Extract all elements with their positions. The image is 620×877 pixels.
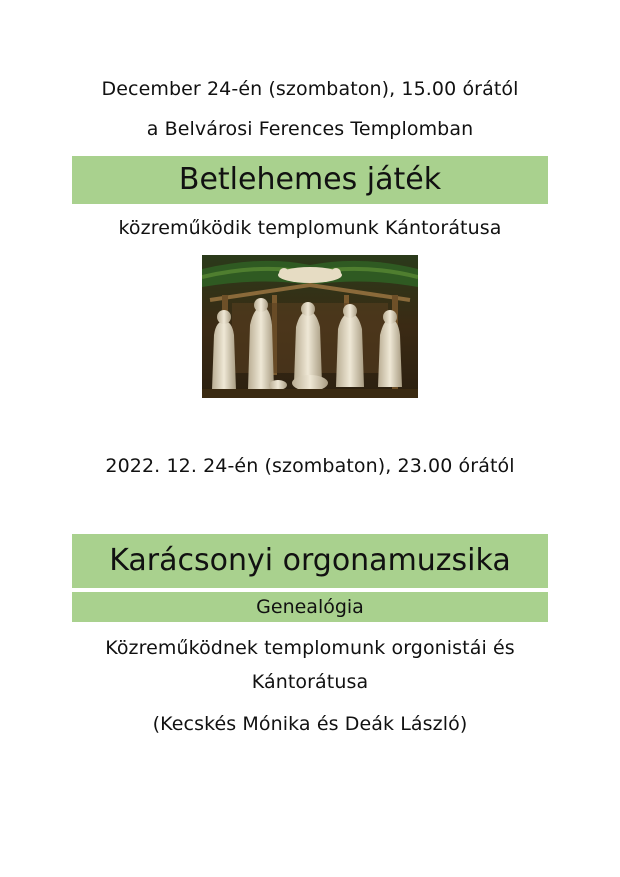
nativity-scene-photo [202, 255, 418, 398]
event2-contributors-line2: Kántorátusa [251, 671, 369, 693]
event1-venue: a Belvárosi Ferences Templomban [146, 118, 474, 140]
event1-title: Betlehemes játék [72, 156, 548, 204]
event2-subtitle: Genealógia [72, 592, 548, 622]
event2-date: 2022. 12. 24-én (szombaton), 23.00 órától [105, 455, 515, 477]
event2-contributors-line1: Közreműködnek templomunk orgonistái és [105, 637, 515, 659]
event1-date: December 24-én (szombaton), 15.00 órától [101, 78, 519, 100]
event2-title: Karácsonyi orgonamuzsika [72, 534, 548, 588]
event1-contributors: közreműködik templomunk Kántorátusa [118, 217, 502, 239]
event2-performers: (Kecskés Mónika és Deák László) [152, 713, 468, 735]
